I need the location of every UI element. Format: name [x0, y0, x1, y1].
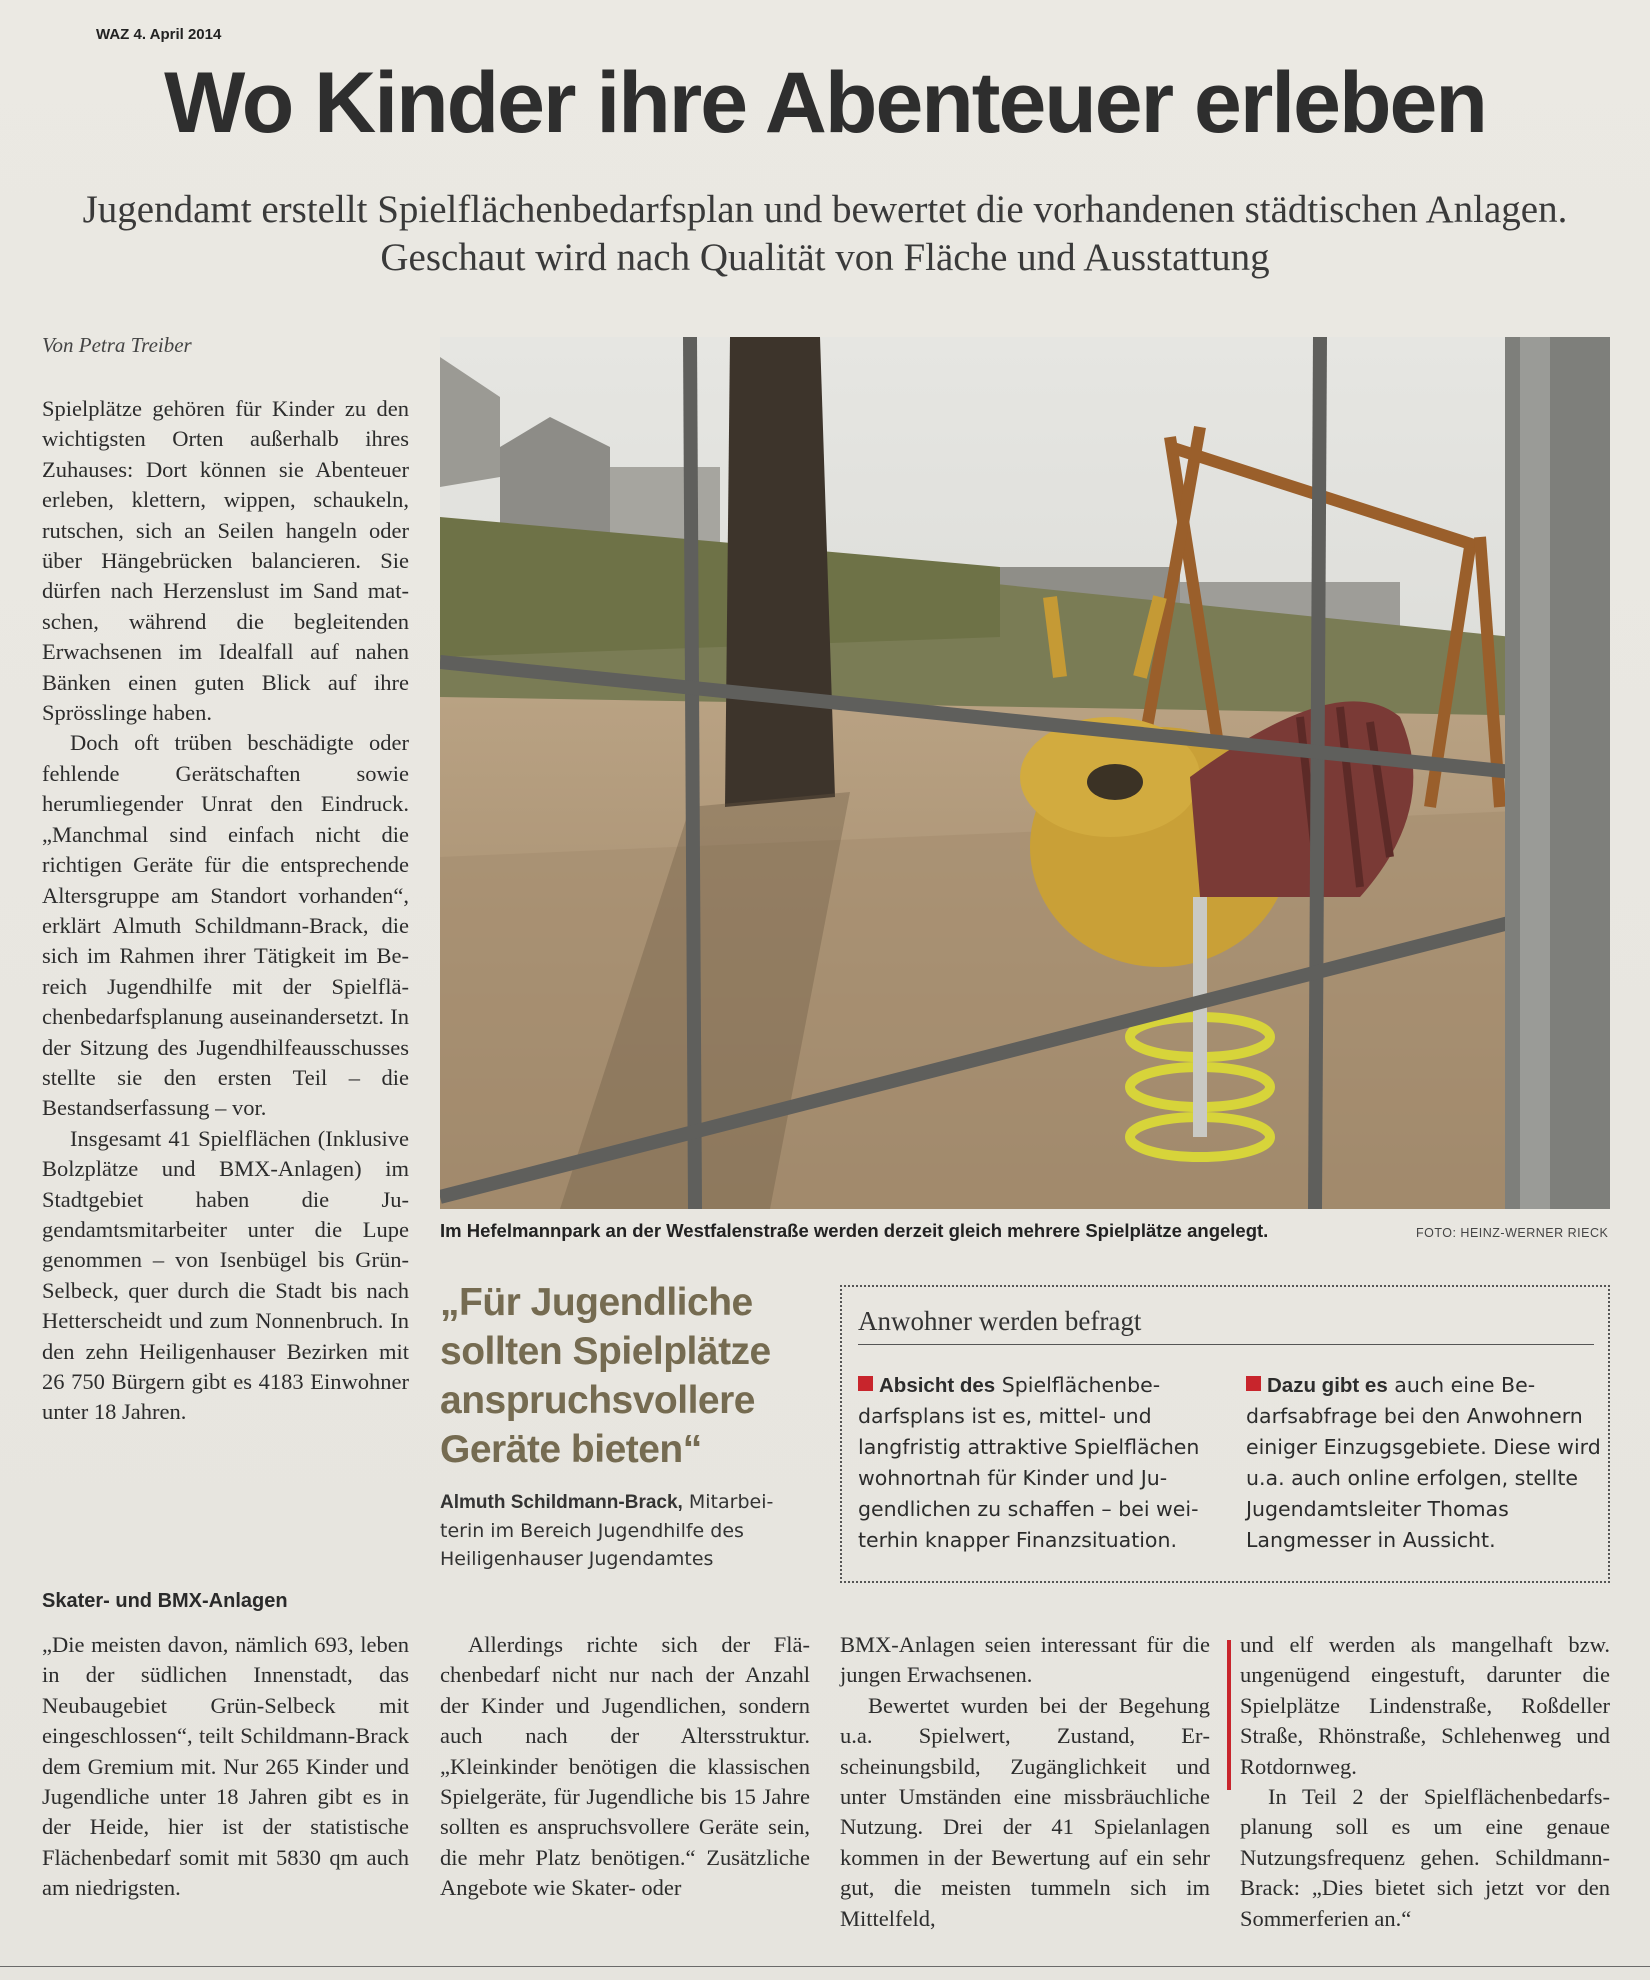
- red-accent-bar: [1227, 1640, 1231, 1790]
- paragraph: Bewertet wurden bei der Begehung u.a. Spielwert, Zustand, Erscheinungsbild, Zugänglichkeit und unter Umständen eine missbräuchliche Nutzung. Drei der 41 Spielanlagen kommen in der Bewertung auf ein sehr gut, die meisten tummeln sich im Mittelfeld,: [840, 1692, 1210, 1931]
- article-column-3: [840, 1630, 1210, 1934]
- red-square-icon: [1246, 1376, 1261, 1391]
- quote-author-role: Mitarbeiterin im Bereich Jugendhilfe des Heiligenhauser Jugendamtes: [440, 1491, 774, 1570]
- article-column-4: [1240, 1630, 1610, 1934]
- paragraph: BMX-Anlagen seien interessant für die jungen Erwachsenen.: [840, 1632, 1210, 1688]
- paragraph: Allerdings richte sich der Flächenbedarf nicht nur nach der Anzahl der Kinder und Jugendlichen, sondern auch nach der Altersstruktur. „Kleinkinder benötigen die klassischen Spielgeräte, für Jugendliche bis 15 Jahre sollten es anspruchsvollere Geräte sein, die mehr Platz benötigen.“ Zusätzliche Angebote wie Skater- oder: [440, 1632, 810, 1901]
- quote-author: Almuth Schildmann-Brack,: [440, 1492, 683, 1513]
- article-column-2: [440, 1630, 810, 1904]
- infobox-column-left: [858, 1370, 1214, 1556]
- infobox-lead: Absicht des: [879, 1374, 996, 1397]
- pull-quote: „Für Jugendliche sollten Spielplätze anspruchsvollere Geräte bieten“: [440, 1281, 771, 1471]
- infobox-column-right: [1246, 1370, 1602, 1556]
- infobox-text: Spielflächenbedarfsplans ist es, mittel- und langfristig attraktive Spielflächen wohnortnah für Kinder und Jugendlichen zu schaffen – bei weiterhin knapper Finanzsituation.: [858, 1373, 1200, 1552]
- newspaper-source-date: WAZ 4. April 2014: [96, 26, 222, 43]
- paragraph: Spielplätze gehören für Kinder zu den wichtigsten Orten außerhalb ihres Zuhauses: Dort können sie Abenteuer erleben, klettern, wippen, schaukeln, rutschen, sich an Seilen hangeln oder über Hängebrücken balancieren. Sie dürfen nach Herzenslust im Sand matschen, während die begleitenden Erwachsenen im Idealfall auf nahen Bänken einen guten Blick auf ihre Sprösslinge haben.: [42, 396, 409, 726]
- red-square-icon: [858, 1376, 873, 1391]
- infobox-lead: Dazu gibt es: [1267, 1374, 1388, 1397]
- paragraph: In Teil 2 der Spielflächenbedarfsplanung soll es um eine genaue Nutzungsfrequenz gehen. Schildmann-Brack: „Dies bietet sich jetzt vor den Sommerferien an.“: [1240, 1784, 1610, 1931]
- paragraph: Doch oft trüben beschädigte oder fehlende Gerätschaften sowie herumliegender Unrat den Eindruck. „Manchmal sind einfach nicht die richtigen Geräte für die entsprechende Altersgruppe am Standort vorhanden“, erklärt Almuth Schildmann-Brack, die sich im Rahmen ihrer Tätigkeit im Bereich Jugendhilfe mit der Spielflächenbedarfsplanung auseinandersetzt. In der Sitzung des Jugendhilfeausschusses stellte sie den ersten Teil – die Bestandserfassung – vor.: [42, 730, 409, 1121]
- playground-photo: [440, 337, 1610, 1209]
- section-subtitle: Skater- und BMX-Anlagen: [42, 1590, 288, 1612]
- photo-illustration: [440, 337, 1610, 1209]
- byline: Von Petra Treiber: [42, 333, 192, 357]
- paragraph: „Die meisten davon, nämlich 693, leben in der südlichen Innenstadt, das Neubaugebiet Grün-Selbeck mit eingeschlossen“, teilt Schildmann-Brack dem Gremium mit. Nur 265 Kinder und Jugendliche unter 18 Jahren gibt es in der Heide, hier ist der statistische Flächenbedarf somit mit 5830 qm auch am niedrigsten.: [42, 1632, 409, 1901]
- subheadline: Jugendamt erstellt Spielflächenbedarfsplan und bewertet die vorhandenen städtischen Anlagen. Geschaut wird nach Qualität von Fläche und Ausstattung: [82, 188, 1568, 279]
- infobox-title: Anwohner werden befragt: [858, 1306, 1142, 1336]
- infobox-text: auch eine Bedarfsabfrage bei den Anwohnern einiger Einzugsgebiete. Diese wird u.a. auch online erfolgen, stellte Jugendamtsleiter Thomas Langmesser in Aussicht.: [1246, 1373, 1601, 1552]
- bottom-divider: [0, 1966, 1650, 1967]
- headline: Wo Kinder ihre Abenteuer erleben: [164, 55, 1486, 151]
- pull-quote-attribution: [440, 1488, 800, 1573]
- photo-credit: FOTO: HEINZ-WERNER RIECK: [1416, 1226, 1609, 1240]
- article-column-1-continued: [42, 1630, 409, 1904]
- paragraph: und elf werden als mangelhaft bzw. ungenügend eingestuft, darunter die Spielplätze Lindenstraße, Roßdeller Straße, Rhönstraße, Schlehenweg und Rotdornweg.: [1240, 1632, 1610, 1779]
- infobox-divider: [858, 1344, 1594, 1345]
- paragraph: Insgesamt 41 Spielflächen (Inklusive Bolzplätze und BMX-Anlagen) im Stadtgebiet haben die Jugendamtsmitarbeiter unter die Lupe genommen – von Isenbügel bis Grün-Selbeck, quer durch die Stadt bis nach Hetterscheidt und zum Nonnenbruch. In den zehn Heiligenhauser Bezirken mit 26 750 Bürgern gibt es 4183 Einwohner unter 18 Jahren.: [42, 1125, 409, 1425]
- article-column-1: [42, 394, 409, 1428]
- photo-caption: Im Hefelmannpark an der Westfalenstraße werden derzeit gleich mehrere Spielplätze angelegt.: [440, 1220, 1269, 1241]
